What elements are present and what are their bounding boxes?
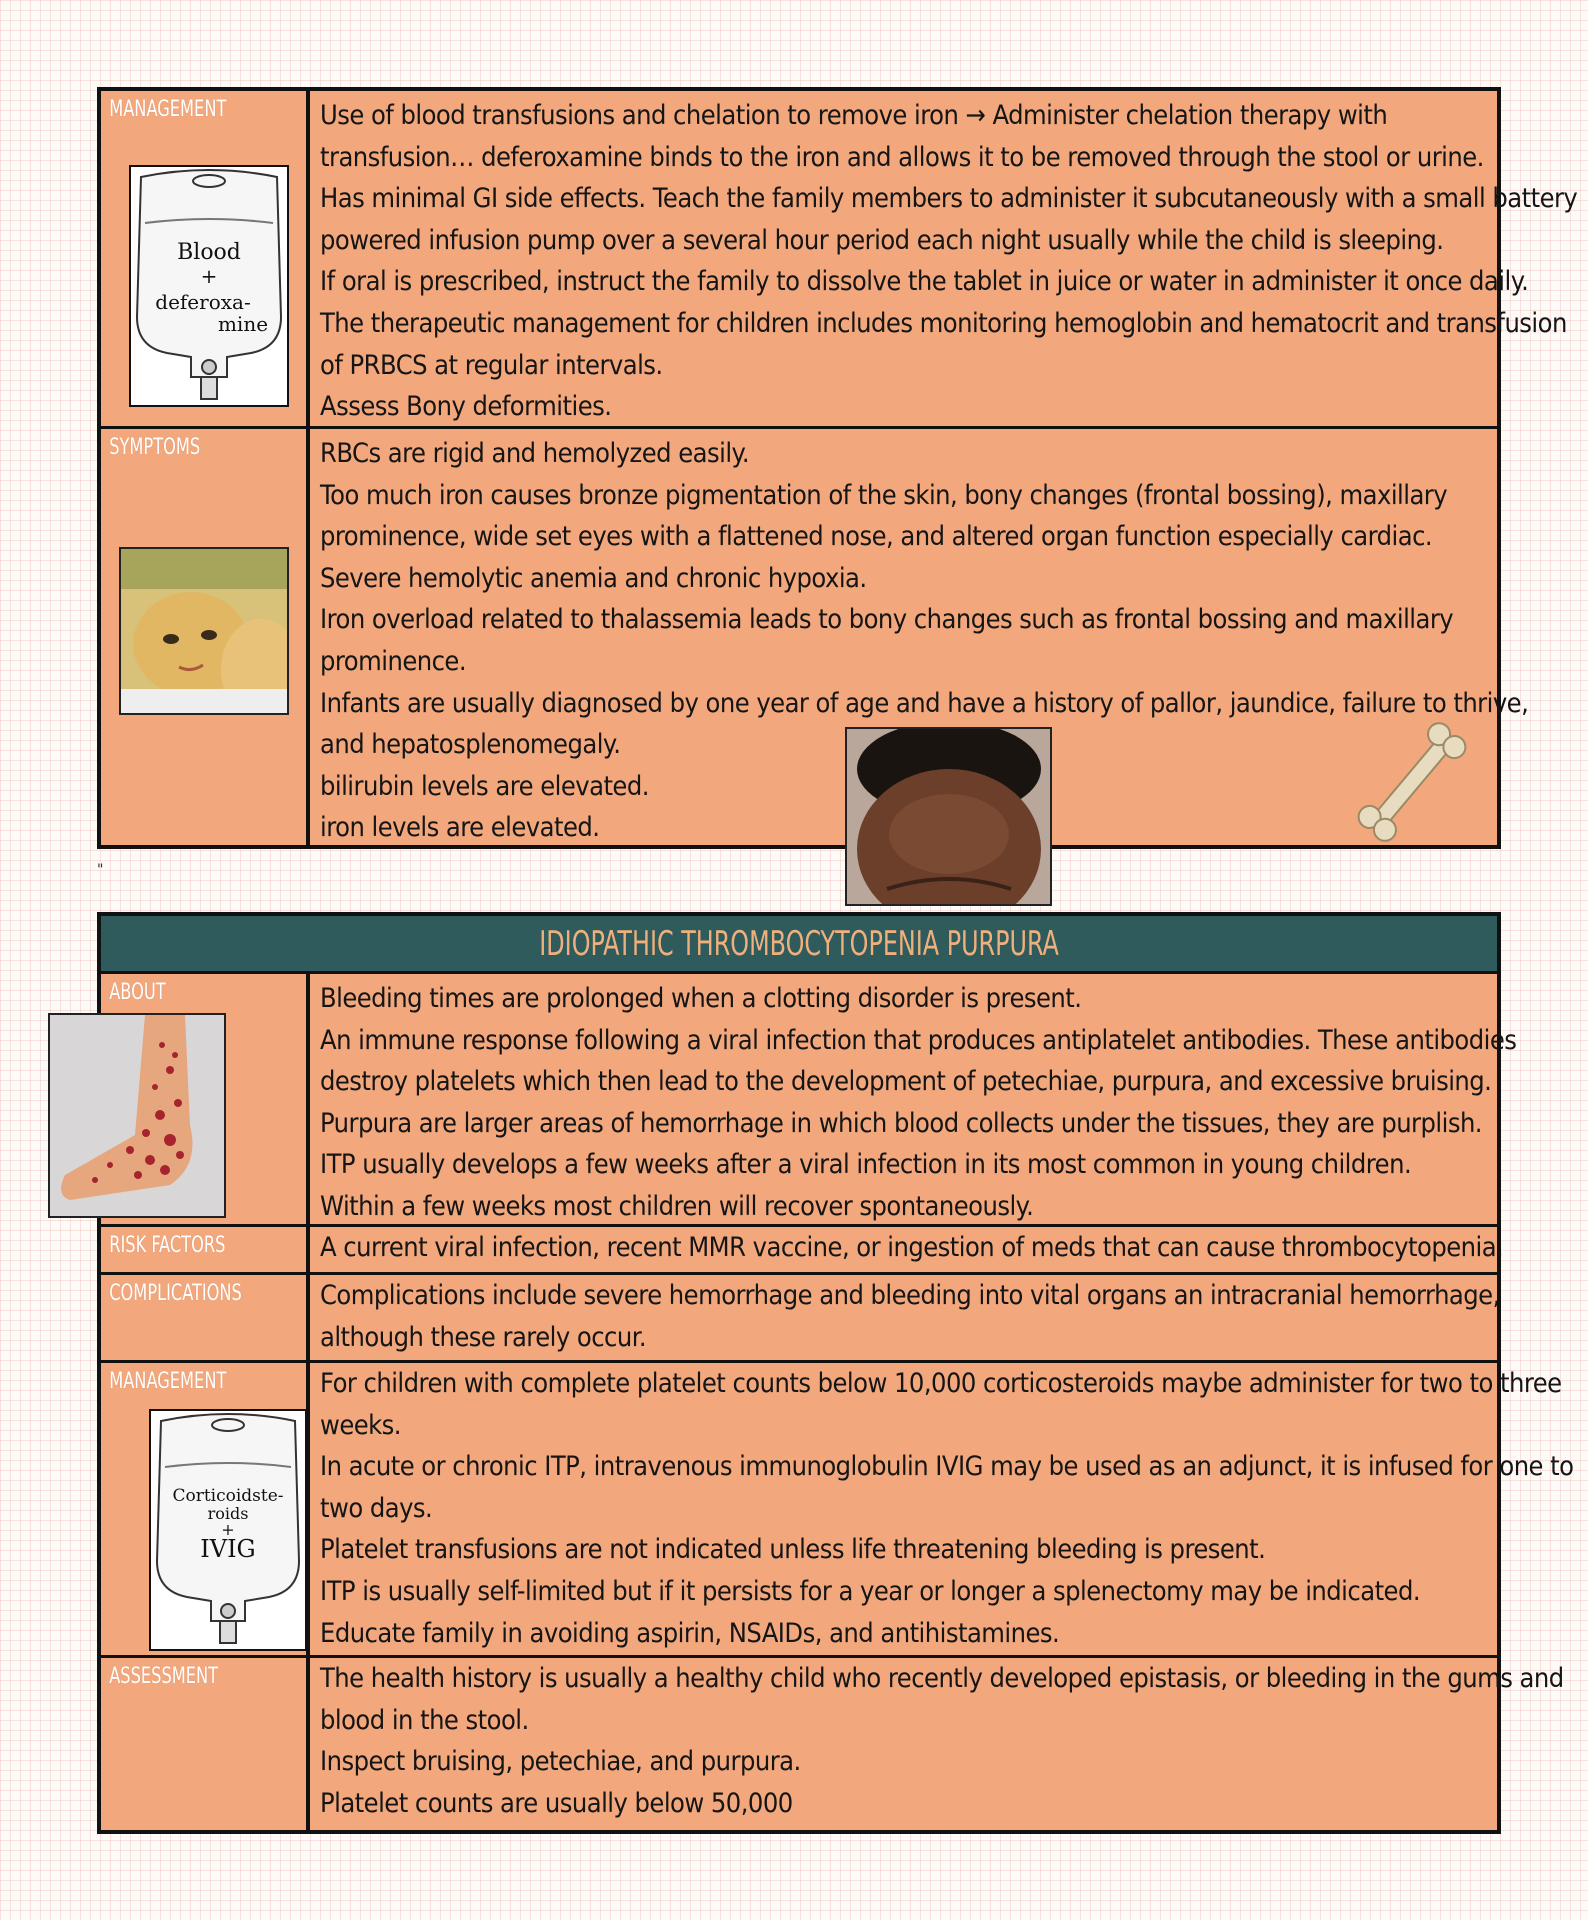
separator-mark: " (97, 862, 104, 878)
text-line: Inspect bruising, petechiae, and purpura. (320, 1746, 801, 1778)
thal-management-content (310, 91, 1588, 426)
text-line: bilirubin levels are elevated. (320, 770, 649, 802)
bag-line-4: mine (217, 312, 269, 336)
text-line: blood in the stool. (320, 1704, 529, 1736)
text-line: Infants are usually diagnosed by one year of age and have a history of pallor, jaundice, failure to thrive, (320, 687, 1529, 719)
text-line: ITP usually develops a few weeks after a viral infection in its most common in young children. (320, 1149, 1412, 1181)
text-line: In acute or chronic ITP, intravenous immunoglobulin IVIG may be used as an adjunct, it is infused for one to (320, 1451, 1574, 1483)
itp-complications-label: COMPLICATIONS (109, 1281, 242, 1306)
itp-complications-content (310, 1275, 1588, 1360)
bag-line-2: + (200, 264, 218, 288)
text-line: An immune response following a viral infection that produces antiplatelet antibodies. These antibodies (320, 1024, 1517, 1056)
itp-management-label-cell (101, 1363, 310, 1655)
text-line: If oral is prescribed, instruct the family to dissolve the tablet in juice or water in administer it once daily. (320, 266, 1529, 298)
itp-risk-content (310, 1227, 1588, 1272)
text-line: prominence, wide set eyes with a flattened nose, and altered organ function especially cardiac. (320, 521, 1433, 553)
text-line: Has minimal GI side effects. Teach the family members to administer it subcutaneously with a small battery (320, 183, 1578, 215)
text-line: transfusion… deferoxamine binds to the iron and allows it to be removed through the stool or urine. (320, 141, 1484, 173)
itp-table (97, 912, 1574, 1834)
petechiae-foot-photo (48, 1013, 226, 1218)
text-line: powered infusion pump over a several hour period each night usually while the child is sleeping. (320, 224, 1444, 256)
text-line: Platelet counts are usually below 50,000 (320, 1787, 793, 1819)
text-line: RBCs are rigid and hemolyzed easily. (320, 438, 750, 469)
bag-line-4: IVIG (200, 1535, 256, 1563)
text-line: Purpura are larger areas of hemorrhage in which blood collects under the tissues, they are purplish. (320, 1107, 1482, 1139)
bag-line-1: Blood (177, 240, 241, 265)
itp-assessment-content (310, 1658, 1588, 1830)
itp-complications-label-cell (101, 1275, 310, 1360)
text-line: prominence. (320, 645, 467, 677)
itp-management-row (101, 1360, 1574, 1655)
thal-management-row (101, 91, 1578, 426)
thal-symptoms-label-cell (101, 429, 310, 847)
bag-line-3: deferoxa- (155, 290, 251, 314)
itp-management-label: MANAGEMENT (109, 1369, 227, 1394)
text-line: Bleeding times are prolonged when a clotting disorder is present. (320, 983, 1082, 1014)
itp-about-content (310, 974, 1588, 1224)
itp-risk-label-cell (101, 1227, 310, 1272)
text-line: Educate family in avoiding aspirin, NSAIDs, and antihistamines. (320, 1617, 1060, 1649)
thal-management-label: MANAGEMENT (109, 97, 227, 122)
text-line: destroy platelets which then lead to the development of petechiae, purpura, and excessive bruising. (320, 1066, 1492, 1098)
bag-line-1: Corticoidste- (172, 1486, 284, 1506)
text-line: The therapeutic management for children includes monitoring hemoglobin and hematocrit and transfusion (320, 307, 1567, 339)
text-line: Complications include severe hemorrhage and bleeding into vital organs an intracranial hemorrhage, (320, 1280, 1500, 1311)
thalassemia-table (97, 87, 1578, 849)
thal-symptoms-row (101, 426, 1529, 847)
iv-bag-drawing (151, 1411, 305, 1649)
forehead-image (847, 729, 1050, 904)
text-line: Severe hemolytic anemia and chronic hypoxia. (320, 562, 867, 594)
ivig-bag-icon (149, 1409, 307, 1651)
itp-complications-row (101, 1272, 1500, 1360)
text-line: Within a few weeks most children will recover spontaneously. (320, 1190, 1034, 1222)
thal-symptoms-label: SYMPTOMS (109, 435, 201, 460)
text-line: Platelet transfusions are not indicated unless life threatening bleeding is present. (320, 1534, 1266, 1566)
bag-line-2: roids (207, 1504, 249, 1523)
text-line: Too much iron causes bronze pigmentation of the skin, bony changes (frontal bossing), maxillary (320, 479, 1448, 511)
frontal-bossing-photo (845, 727, 1052, 906)
text-line: Assess Bony deformities. (320, 391, 612, 423)
text-line: For children with complete platelet counts below 10,000 corticosteroids maybe administer for two to three (320, 1368, 1562, 1399)
text-line: two days. (320, 1492, 433, 1524)
bag-line-3: + (221, 1520, 235, 1539)
itp-title-bar (101, 916, 1497, 974)
bone-icon (1340, 710, 1485, 855)
itp-assessment-row (101, 1655, 1564, 1830)
text-line: and hepatosplenomegaly. (320, 729, 621, 761)
itp-about-row (101, 974, 1517, 1224)
text-line: ITP is usually self-limited but if it persists for a year or longer a splenectomy may be indicated. (320, 1575, 1421, 1607)
itp-risk-label: RISK FACTORS (109, 1233, 226, 1258)
itp-management-content (310, 1363, 1588, 1655)
jaundiced-infant-photo (119, 547, 289, 715)
text-line: Use of blood transfusions and chelation to remove iron → Administer chelation therapy with (320, 100, 1388, 131)
text-line: iron levels are elevated. (320, 812, 600, 844)
infant-image (121, 549, 287, 713)
itp-risk-row (101, 1224, 1504, 1272)
itp-assessment-label: ASSESSMENT (109, 1664, 219, 1689)
itp-assessment-label-cell (101, 1658, 310, 1830)
thal-management-label-cell (101, 91, 310, 426)
text-line: Iron overload related to thalassemia leads to bony changes such as frontal bossing and maxillary (320, 604, 1454, 636)
iv-bag-drawing (131, 167, 287, 405)
itp-about-label: ABOUT (109, 980, 166, 1005)
blood-bag-icon (129, 165, 289, 407)
text-line: A current viral infection, recent MMR vaccine, or ingestion of meds that can cause thrombocytopenia. (320, 1232, 1504, 1263)
text-line: The health history is usually a healthy child who recently developed epistasis, or bleeding in the gums and (320, 1663, 1564, 1694)
text-line: weeks. (320, 1409, 401, 1441)
foot-image (50, 1015, 224, 1216)
itp-title: IDIOPATHIC THROMBOCYTOPENIA PURPURA (539, 923, 1059, 964)
text-line: although these rarely occur. (320, 1321, 647, 1353)
text-line: of PRBCS at regular intervals. (320, 349, 663, 381)
